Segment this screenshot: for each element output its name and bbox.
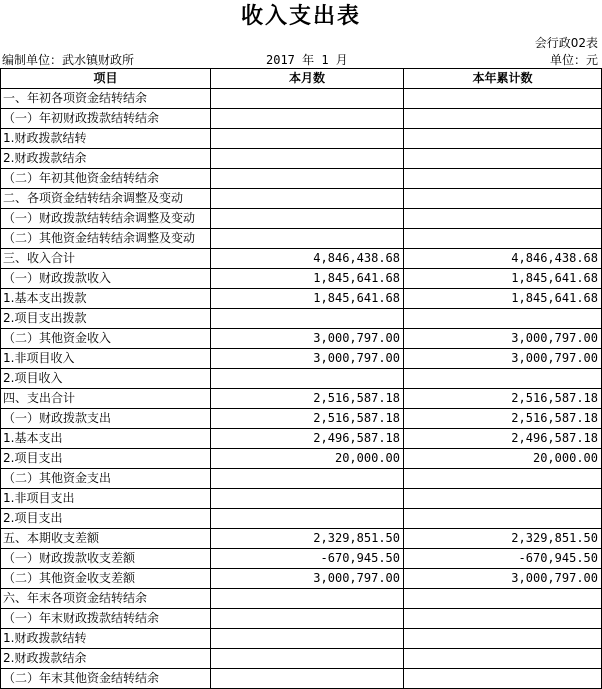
row-month-cell: 3,000,797.00: [211, 569, 404, 589]
table-row: [1, 669, 602, 689]
report-title: 收入支出表: [240, 4, 361, 29]
row-ytd-cell: 20,000.00: [404, 449, 602, 469]
row-month-cell: 1,845,641.68: [211, 289, 404, 309]
table-row: [1, 129, 602, 149]
report-meta-row: [0, 52, 602, 68]
row-item-cell: 2.项目收入: [1, 369, 211, 389]
row-ytd-cell: [404, 149, 602, 169]
row-item-cell: （二）其他资金支出: [1, 469, 211, 489]
row-ytd-cell: 3,000,797.00: [404, 329, 602, 349]
row-ytd-cell: [404, 169, 602, 189]
row-item-cell: 1.财政拨款结转: [1, 629, 211, 649]
row-month-cell: [211, 629, 404, 649]
row-item-cell: （一）年初财政拨款结转结余: [1, 109, 211, 129]
table-row: [1, 269, 602, 289]
row-ytd-cell: [404, 189, 602, 209]
row-ytd-cell: 2,516,587.18: [404, 409, 602, 429]
row-month-cell: [211, 489, 404, 509]
table-row: [1, 549, 602, 569]
currency-unit: 单位：元: [549, 53, 598, 67]
row-month-cell: [211, 369, 404, 389]
row-ytd-cell: [404, 669, 602, 689]
row-ytd-cell: [404, 629, 602, 649]
table-row: [1, 569, 602, 589]
row-ytd-cell: 3,000,797.00: [404, 569, 602, 589]
row-ytd-cell: [404, 209, 602, 229]
table-row: [1, 229, 602, 249]
table-row: [1, 209, 602, 229]
row-month-cell: 2,496,587.18: [211, 429, 404, 449]
row-ytd-cell: 1,845,641.68: [404, 289, 602, 309]
row-ytd-cell: -670,945.50: [404, 549, 602, 569]
form-code: 会行政02表: [534, 36, 598, 50]
table-row: [1, 649, 602, 669]
row-month-cell: 2,516,587.18: [211, 389, 404, 409]
table-row: [1, 509, 602, 529]
row-month-cell: -670,945.50: [211, 549, 404, 569]
row-month-cell: [211, 509, 404, 529]
row-ytd-cell: [404, 509, 602, 529]
row-item-cell: （二）其他资金收入: [1, 329, 211, 349]
table-row: [1, 329, 602, 349]
row-ytd-cell: 1,845,641.68: [404, 269, 602, 289]
row-item-cell: 二、各项资金结转结余调整及变动: [1, 189, 211, 209]
row-ytd-cell: [404, 129, 602, 149]
table-row: [1, 609, 602, 629]
row-month-cell: [211, 649, 404, 669]
row-ytd-cell: [404, 609, 602, 629]
header-ytd: 本年累计数: [404, 69, 602, 89]
row-item-cell: （一）年末财政拨款结转结余: [1, 609, 211, 629]
row-month-cell: [211, 129, 404, 149]
row-item-cell: 1.非项目收入: [1, 349, 211, 369]
table-row: [1, 409, 602, 429]
row-item-cell: 六、年末各项资金结转结余: [1, 589, 211, 609]
row-item-cell: 2.项目支出: [1, 449, 211, 469]
row-month-cell: 3,000,797.00: [211, 329, 404, 349]
table-row: [1, 249, 602, 269]
row-item-cell: （二）其他资金收支差额: [1, 569, 211, 589]
row-item-cell: 1.非项目支出: [1, 489, 211, 509]
row-item-cell: 三、收入合计: [1, 249, 211, 269]
row-month-cell: [211, 109, 404, 129]
header-item: 项目: [1, 69, 211, 89]
row-month-cell: [211, 609, 404, 629]
row-ytd-cell: 2,329,851.50: [404, 529, 602, 549]
table-row: [1, 629, 602, 649]
row-ytd-cell: 2,496,587.18: [404, 429, 602, 449]
row-month-cell: 2,329,851.50: [211, 529, 404, 549]
row-month-cell: [211, 309, 404, 329]
row-ytd-cell: 2,516,587.18: [404, 389, 602, 409]
table-body: [1, 89, 602, 689]
header-month: 本月数: [211, 69, 404, 89]
row-month-cell: 2,516,587.18: [211, 409, 404, 429]
table-header-row: [1, 69, 602, 89]
row-ytd-cell: [404, 369, 602, 389]
table-row: [1, 429, 602, 449]
row-ytd-cell: 3,000,797.00: [404, 349, 602, 369]
table-row: [1, 309, 602, 329]
row-month-cell: 1,845,641.68: [211, 269, 404, 289]
row-month-cell: [211, 89, 404, 109]
row-item-cell: （一）财政拨款结转结余调整及变动: [1, 209, 211, 229]
row-month-cell: 4,846,438.68: [211, 249, 404, 269]
row-ytd-cell: [404, 469, 602, 489]
income-expense-table: [0, 68, 602, 689]
row-month-cell: [211, 169, 404, 189]
row-item-cell: 一、年初各项资金结转结余: [1, 89, 211, 109]
row-item-cell: （二）年末其他资金结转结余: [1, 669, 211, 689]
row-item-cell: 五、本期收支差额: [1, 529, 211, 549]
row-item-cell: （一）财政拨款收支差额: [1, 549, 211, 569]
row-month-cell: 3,000,797.00: [211, 349, 404, 369]
table-row: [1, 169, 602, 189]
table-row: [1, 109, 602, 129]
row-item-cell: （一）财政拨款支出: [1, 409, 211, 429]
row-month-cell: [211, 209, 404, 229]
table-row: [1, 489, 602, 509]
table-row: [1, 469, 602, 489]
table-row: [1, 149, 602, 169]
row-ytd-cell: [404, 229, 602, 249]
row-ytd-cell: [404, 489, 602, 509]
row-ytd-cell: 4,846,438.68: [404, 249, 602, 269]
table-row: [1, 449, 602, 469]
row-item-cell: 1.基本支出拨款: [1, 289, 211, 309]
row-item-cell: 2.项目支出: [1, 509, 211, 529]
row-month-cell: [211, 669, 404, 689]
row-ytd-cell: [404, 309, 602, 329]
row-month-cell: [211, 189, 404, 209]
row-item-cell: （一）财政拨款收入: [1, 269, 211, 289]
row-month-cell: [211, 589, 404, 609]
row-item-cell: 2.财政拨款结余: [1, 649, 211, 669]
reporting-unit: 编制单位：武水镇财政所: [2, 53, 135, 67]
row-month-cell: [211, 149, 404, 169]
table-row: [1, 189, 602, 209]
row-item-cell: （二）其他资金结转结余调整及变动: [1, 229, 211, 249]
row-item-cell: 1.基本支出: [1, 429, 211, 449]
row-item-cell: （二）年初其他资金结转结余: [1, 169, 211, 189]
row-item-cell: 四、支出合计: [1, 389, 211, 409]
table-row: [1, 529, 602, 549]
row-ytd-cell: [404, 649, 602, 669]
row-ytd-cell: [404, 109, 602, 129]
table-row: [1, 389, 602, 409]
report-period: 2017 年 1 月: [266, 53, 348, 67]
row-month-cell: [211, 469, 404, 489]
table-row: [1, 589, 602, 609]
table-row: [1, 369, 602, 389]
table-row: [1, 89, 602, 109]
row-ytd-cell: [404, 89, 602, 109]
row-month-cell: 20,000.00: [211, 449, 404, 469]
row-ytd-cell: [404, 589, 602, 609]
row-month-cell: [211, 229, 404, 249]
table-row: [1, 349, 602, 369]
table-row: [1, 289, 602, 309]
row-item-cell: 2.项目支出拨款: [1, 309, 211, 329]
row-item-cell: 2.财政拨款结余: [1, 149, 211, 169]
row-item-cell: 1.财政拨款结转: [1, 129, 211, 149]
